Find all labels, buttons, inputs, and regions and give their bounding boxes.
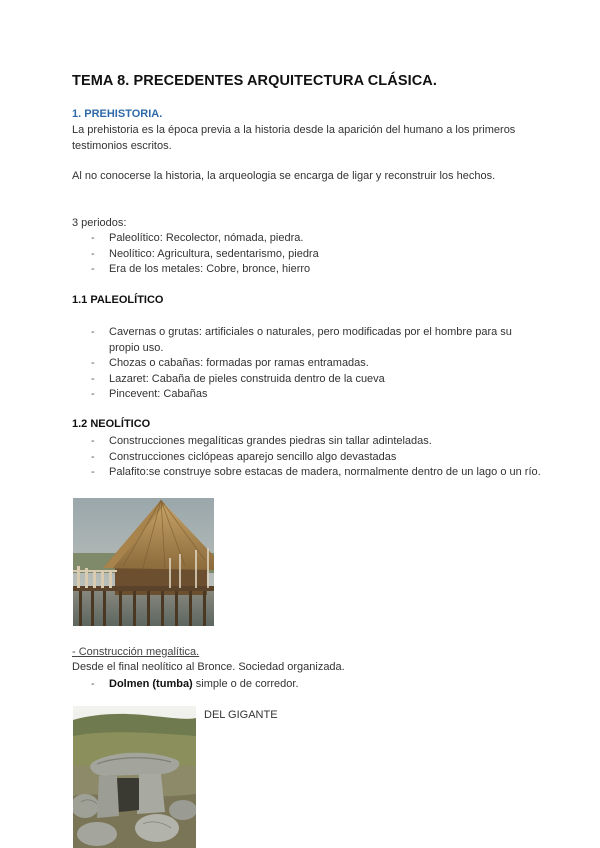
- list-item: - Lazaret: Cabaña de pieles construida dentro de la cueva: [72, 372, 542, 388]
- section-heading-paleolitico: 1.1 PALEOLÍTICO: [72, 294, 164, 306]
- list-item: - Construcciones ciclópeas aparejo sencillo algo devastadas: [72, 450, 542, 466]
- paleolitico-list: [72, 325, 542, 403]
- paragraph-arqueologia: Al no conocerse la historia, la arqueologia se encarga de ligar y reconstruir los hechos.: [72, 170, 496, 182]
- list-item: [72, 677, 542, 693]
- section-heading-prehistoria: 1. PREHISTORIA.: [72, 108, 163, 120]
- dolmen-caption: DEL GIGANTE: [204, 709, 278, 721]
- list-item: - Paleolítico: Recolector, nómada, piedra.: [72, 231, 542, 247]
- list-item: - Chozas o cabañas: formadas por ramas entramadas.: [72, 356, 542, 372]
- palafito-image: [73, 498, 214, 626]
- dolmen-image: [73, 706, 196, 848]
- dolmen-description: simple o de corredor.: [192, 678, 299, 690]
- paragraph-prehistoria-definition: La prehistoria es la época previa a la historia desde la aparición del humano a los primeros testimonios escritos.: [72, 124, 516, 152]
- neolitico-list: [72, 434, 542, 481]
- paragraph-megalitica: Desde el final neolítico al Bronce. Sociedad organizada.: [72, 661, 345, 673]
- dolmen-term: Dolmen (tumba): [109, 678, 193, 690]
- list-item: - Construcciones megalíticas grandes piedras sin tallar adinteladas.: [72, 434, 542, 450]
- subheading-construccion-megalitica: - Construcción megalítica.: [72, 646, 200, 658]
- list-item: - Era de los metales: Cobre, bronce, hierro: [72, 262, 542, 278]
- page-title: TEMA 8. PRECEDENTES ARQUITECTURA CLÁSICA.: [72, 73, 438, 89]
- dolmen-list: [72, 677, 542, 693]
- list-item: - Pincevent: Cabañas: [72, 387, 542, 403]
- section-heading-neolitico: 1.2 NEOLÍTICO: [72, 418, 151, 430]
- periods-intro: 3 periodos:: [72, 217, 127, 229]
- list-item: - Cavernas o grutas: artificiales o naturales, pero modificadas por el hombre para su propio uso.: [72, 325, 542, 356]
- periods-list: [72, 231, 542, 278]
- list-item: - Neolítico: Agricultura, sedentarismo, piedra: [72, 247, 542, 263]
- list-item: - Palafito:se construye sobre estacas de madera, normalmente dentro de un lago o un río.: [72, 465, 542, 481]
